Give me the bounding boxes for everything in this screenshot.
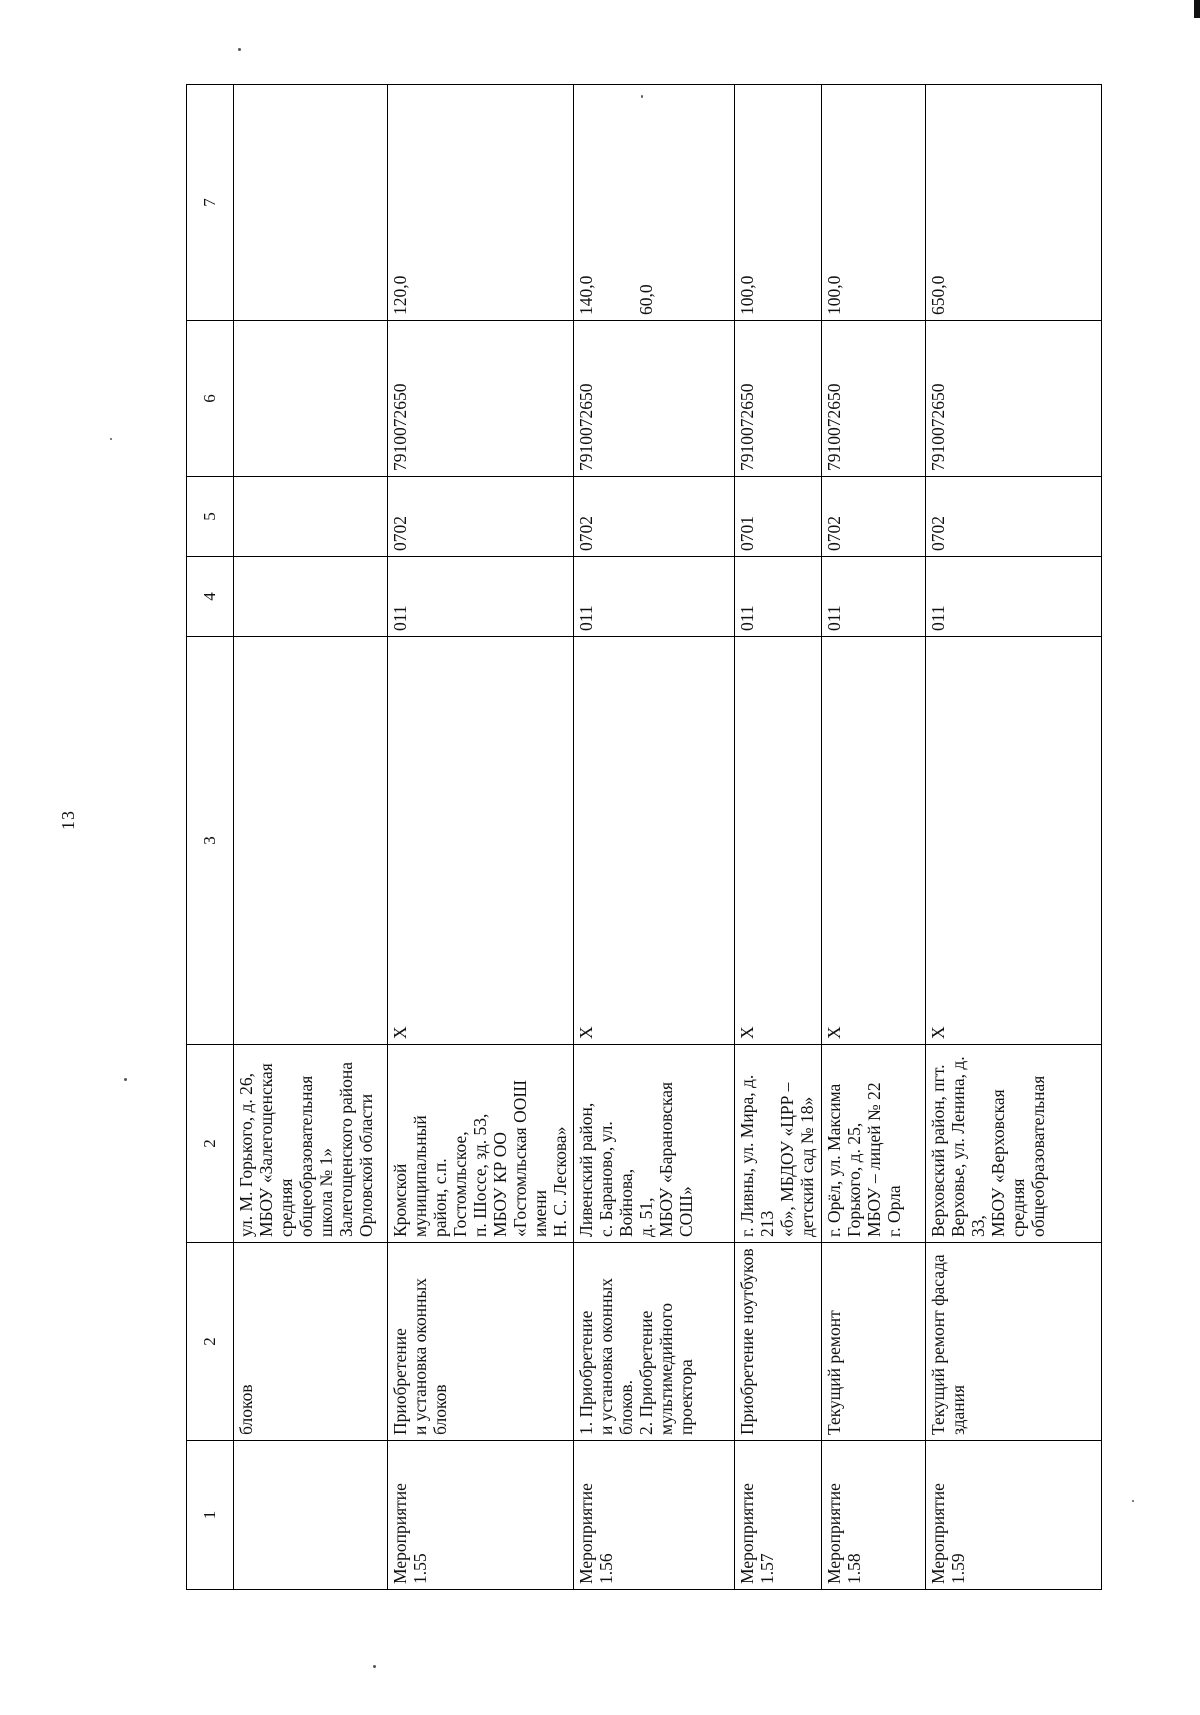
- amount-cell: 650,0: [926, 85, 1102, 321]
- amount-cell: 100,0: [735, 85, 822, 321]
- section-cell: 0702: [822, 477, 926, 557]
- header-cell: 2: [187, 1243, 234, 1441]
- scan-edge-mark: [1194, 0, 1200, 18]
- section-cell: 0701: [735, 477, 822, 557]
- target-article-cell: 7910072650: [574, 321, 735, 477]
- page-number: 13: [58, 810, 78, 830]
- code-cell: 011: [735, 557, 822, 637]
- table-row: [388, 85, 574, 1590]
- header-cell: 3: [187, 637, 234, 1045]
- code-cell: 011: [926, 557, 1102, 637]
- code-cell: 011: [574, 557, 735, 637]
- col3-cell: Х: [926, 637, 1102, 1045]
- target-article-cell: 7910072650: [822, 321, 926, 477]
- section-cell: 0702: [574, 477, 735, 557]
- col3-cell: Х: [735, 637, 822, 1045]
- scan-speck: [641, 95, 643, 98]
- target-article-cell: 7910072650: [926, 321, 1102, 477]
- amount-cell: 100,0: [822, 85, 926, 321]
- measure-cell: [234, 1441, 388, 1590]
- budget-table-rotated: [186, 85, 1065, 1590]
- measure-cell: Мероприятие 1.56: [574, 1441, 735, 1590]
- budget-table: [186, 84, 1102, 1590]
- scan-speck: [373, 1665, 376, 1668]
- header-cell: 6: [187, 321, 234, 477]
- section-cell: 0702: [388, 477, 574, 557]
- measure-cell: Мероприятие 1.57: [735, 1441, 822, 1590]
- measure-cell: Мероприятие 1.55: [388, 1441, 574, 1590]
- scan-speck: [124, 1078, 127, 1081]
- scan-speck: [238, 48, 241, 51]
- col3-cell: Х: [574, 637, 735, 1045]
- amount-cell: [234, 85, 388, 321]
- table-row: [822, 85, 926, 1590]
- table-row: [926, 85, 1102, 1590]
- col3-cell: Х: [388, 637, 574, 1045]
- table-row: [735, 85, 822, 1590]
- description-cell: Приобретение ноутбуков: [735, 1243, 822, 1441]
- address-cell: Верховский район, пгт. Верховье, ул. Ленина, д. 33, МБОУ «Верховская средняя общеобразовательная: [926, 1045, 1102, 1243]
- header-cell: 5: [187, 477, 234, 557]
- measure-cell: Мероприятие 1.59: [926, 1441, 1102, 1590]
- amount-cell: 120,0: [388, 85, 574, 321]
- description-cell: Текущий ремонт: [822, 1243, 926, 1441]
- address-cell: г. Ливны, ул. Мира, д. 213 «б», МБДОУ «ЦРР – детский сад № 18»: [735, 1045, 822, 1243]
- header-cell: 4: [187, 557, 234, 637]
- target-article-cell: 7910072650: [735, 321, 822, 477]
- scan-speck: [110, 438, 112, 440]
- table-row: [234, 85, 388, 1590]
- description-cell: Текущий ремонт фасада здания: [926, 1243, 1102, 1441]
- measure-cell: Мероприятие 1.58: [822, 1441, 926, 1590]
- header-cell: 7: [187, 85, 234, 321]
- description-cell: 1. Приобретение и установка оконных блоков. 2. Приобретение мультимедийного проектора: [574, 1243, 735, 1441]
- amount-cell: 140,0 60,0: [574, 85, 735, 321]
- header-cell: 1: [187, 1441, 234, 1590]
- description-cell: Приобретение и установка оконных блоков: [388, 1243, 574, 1441]
- description-cell: блоков: [234, 1243, 388, 1441]
- section-cell: 0702: [926, 477, 1102, 557]
- header-row: [187, 85, 234, 1590]
- target-article-cell: 7910072650: [388, 321, 574, 477]
- section-cell: [234, 477, 388, 557]
- target-article-cell: [234, 321, 388, 477]
- col3-cell: [234, 637, 388, 1045]
- scan-speck: [1132, 1500, 1134, 1502]
- table-row: [574, 85, 735, 1590]
- col3-cell: Х: [822, 637, 926, 1045]
- code-cell: 011: [822, 557, 926, 637]
- code-cell: 011: [388, 557, 574, 637]
- address-cell: г. Орёл, ул. Максима Горького, д. 25, МБОУ – лицей № 22 г. Орла: [822, 1045, 926, 1243]
- code-cell: [234, 557, 388, 637]
- address-cell: Ливенский район, с. Бараново, ул. Войнова, д. 51, МБОУ «Барановская СОШ»: [574, 1045, 735, 1243]
- header-cell: 2: [187, 1045, 234, 1243]
- address-cell: Кромской муниципальный район, с.п. Гостомльское, п. Шоссе, зд. 53, МБОУ КР ОО «Гостомльская ООШ имени Н. С. Лескова»: [388, 1045, 574, 1243]
- address-cell: ул. М. Горького, д. 26, МБОУ «Залегощенская средняя общеобразовательная школа № 1» Залегощенского района Орловской области: [234, 1045, 388, 1243]
